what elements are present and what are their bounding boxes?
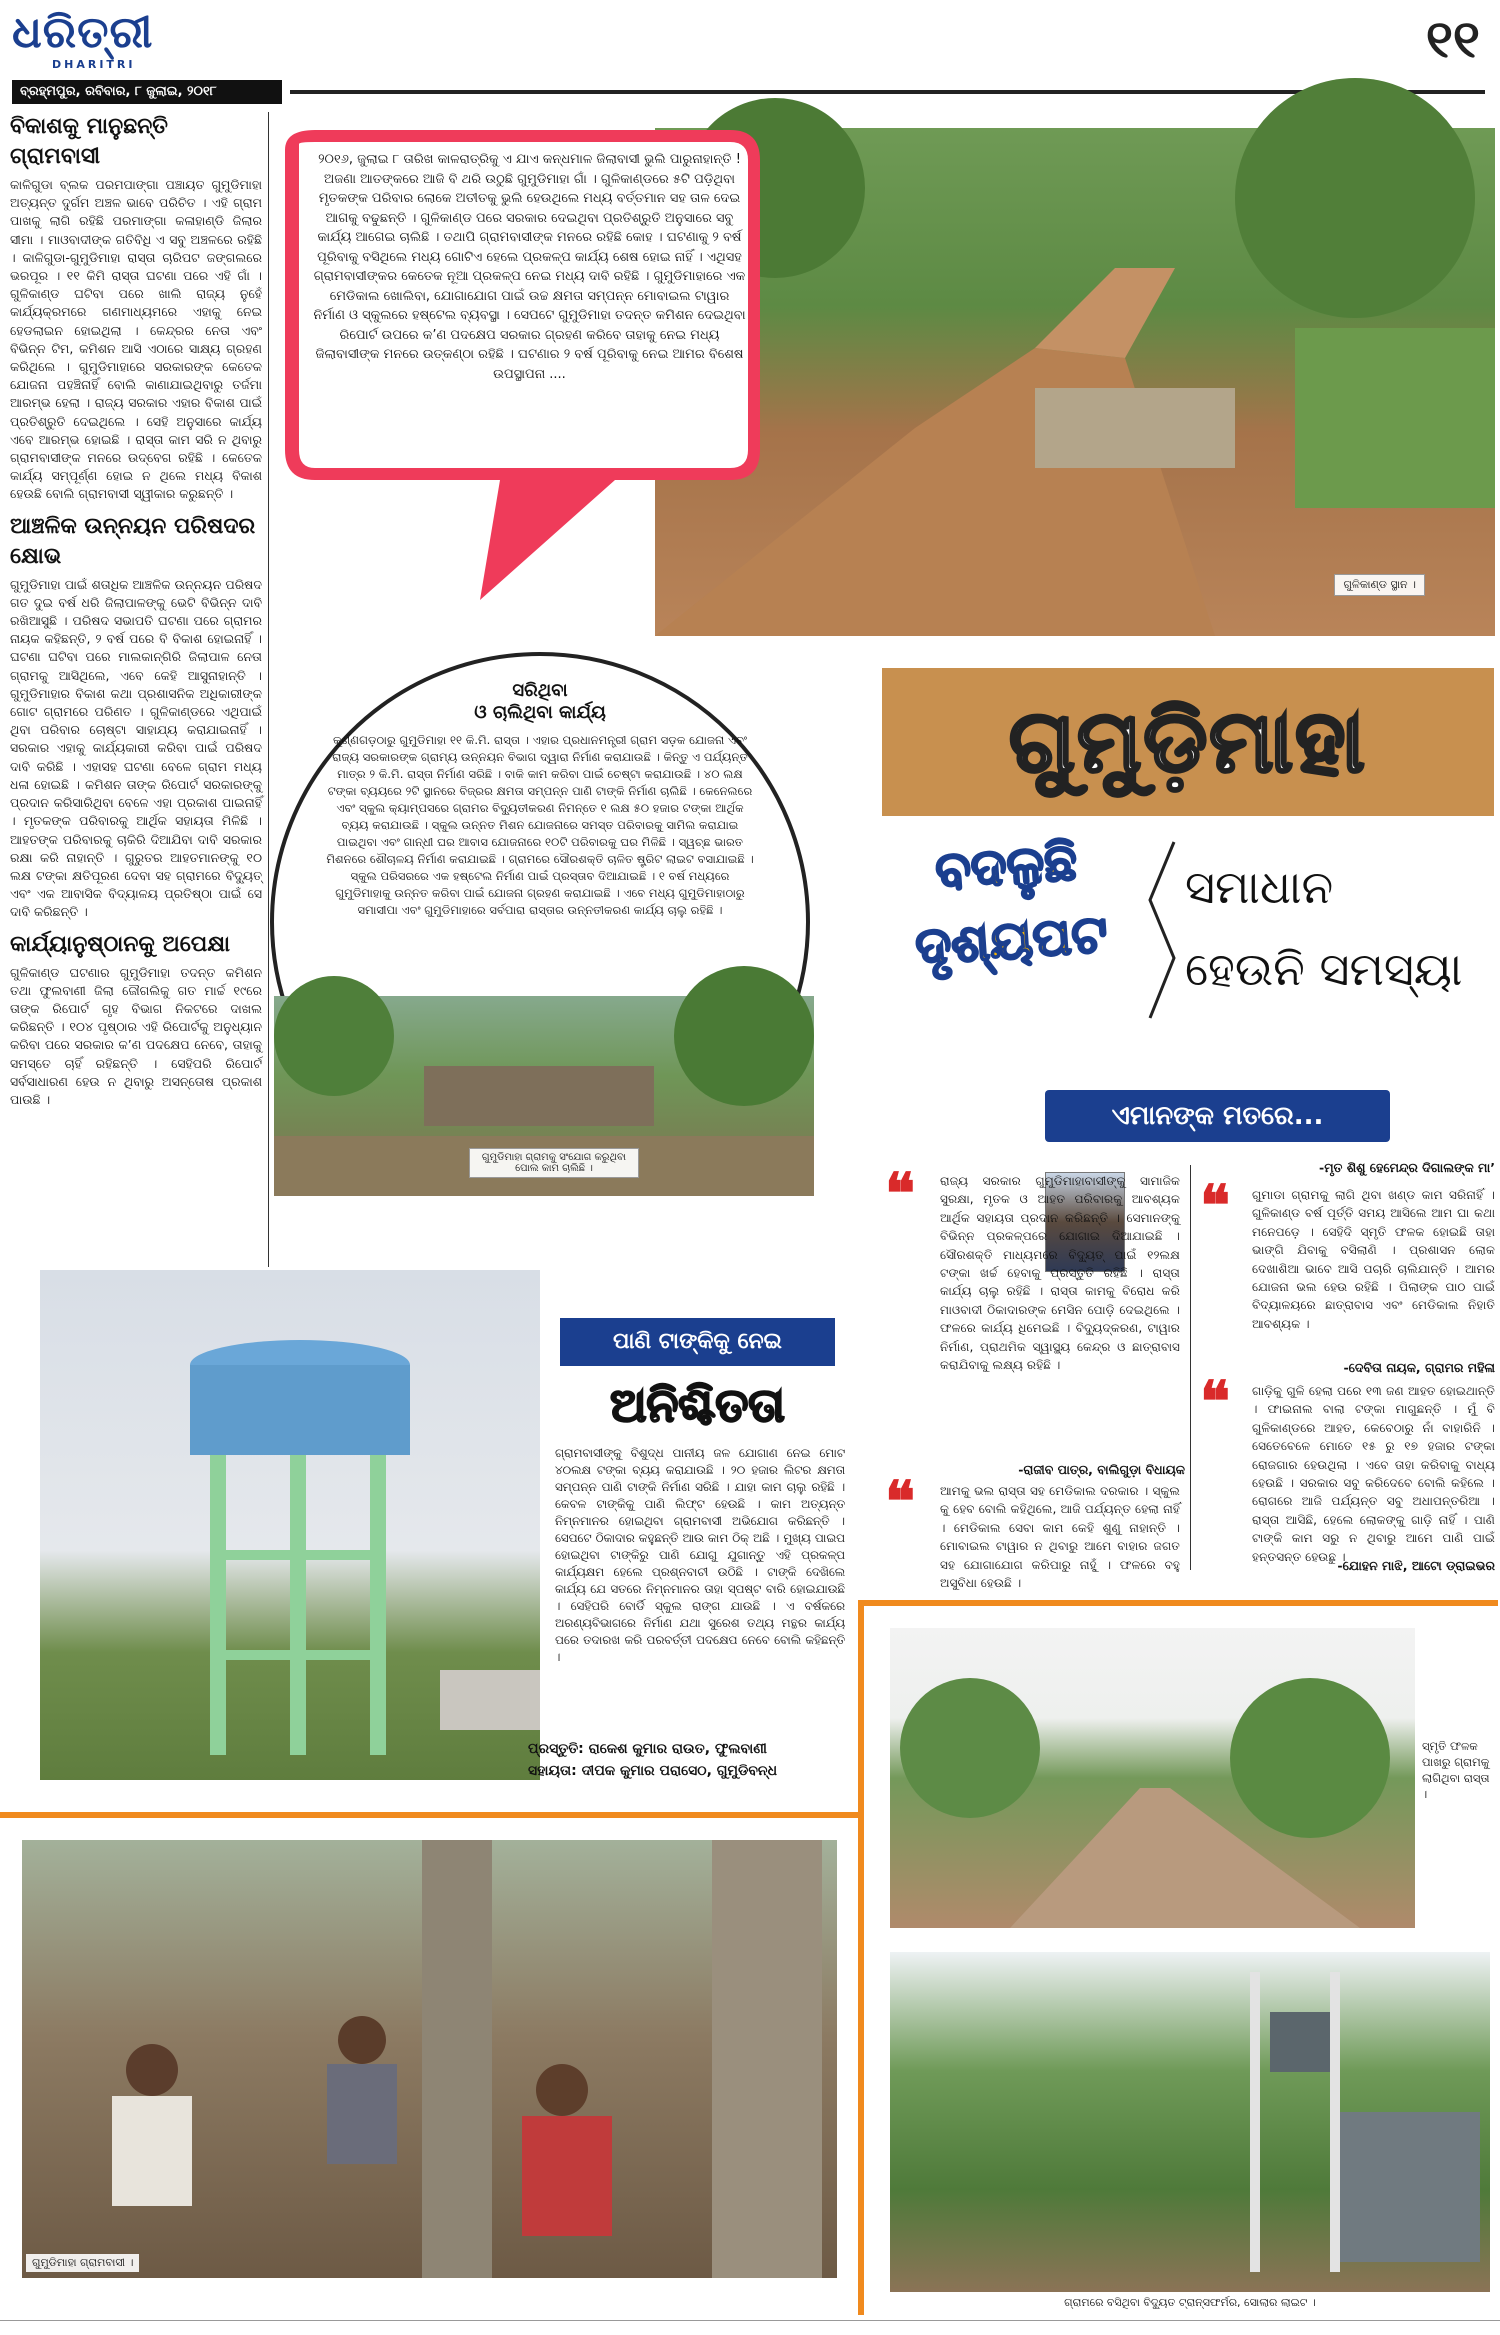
water-banner: ପାଣି ଟାଙ୍କିକୁ ନେଇ xyxy=(560,1318,835,1366)
bridge-pillars xyxy=(424,1066,654,1126)
section1-body: କାଳିଗୁଡା ବ୍ଲକ ପରମପାଙ୍ଗା ପଞ୍ଚାୟତ ଗୁମୁଡିମାହା ଅତ୍ୟନ୍ତ ଦୁର୍ଗମ ଅଞ୍ଚଳ ଭାବେ ପରିଚିତ । ଏହି ଗ୍ରାମ ପାଖକୁ ଲାଗି ରହିଛି ପରମାଙ୍ଗା କଳାହାଣ୍ଡି ଜିଲାର ସୀମା । ମାଓବାଦୀଙ୍କ ଗତିବିଧି ଏ ସବୁ ଅଞ୍ଚଳରେ ରହିଛି । କାଳିଗୁଡା-ଗୁମୁଡିମାହା ରାସ୍ତା ଚାରିପଟ ଜଙ୍ଗଲରେ ଭରପୂର । ୧୧ କିମି ରାସ୍ତା ଘଟଣା ପରେ ଏହି ଗାଁ । ଗୁଳିକାଣ୍ଡ ଘଟିବା ପରେ ଖାଲି ରାଜ୍ୟ ନୁହେଁ କାର୍ଯ୍ୟକ୍ରମରେ ଗଣମାଧ୍ୟମରେ ଏହାକୁ ନେଇ ହେଡଲାଇନ ହୋଇଥିଲା । କେନ୍ଦ୍ରର ନେତା ଏବଂ ବିଭିନ୍ନ ଟିମ, କମିଶନ ଆସି ଏଠାରେ ସାକ୍ଷ୍ୟ ଗ୍ରହଣ କରିଥିଲେ । ଗୁମୁଡିମାହାରେ ସରକାରଙ୍କ କେତେକ ଯୋଜନା ପହଞ୍ଚିନାହିଁ ବୋଲି କାଣାଯାଇଥିବାରୁ ତର୍ଜମା ଆରମ୍ଭ ହେଲା । ରାଜ୍ୟ ସରକାର ଏହାର ବିକାଶ ପାଇଁ ପ୍ରତିଶ୍ରୁତି ଦେଇଥିଲେ । ସେହି ଅନୁସାରେ କାର୍ଯ୍ୟ ଏବେ ଆରମ୍ଭ ହୋଇଛି । ରାସ୍ତା କାମ ସରି ନ ଥିବାରୁ ଗ୍ରାମବାସୀଙ୍କ ମନରେ ଉଦ୍‌ବେଗ ରହିଛି । କେତେକ କାର୍ଯ୍ୟ ସମ୍ପୂର୍ଣ୍ଣ ହୋଇ ନ ଥିଲେ ମଧ୍ୟ ବିକାଶ ହେଉଛି ବୋଲି ଗ୍ରାମବାସୀ ସ୍ୱୀକାର କରୁଛନ୍ତି । xyxy=(10,177,262,502)
circle-title-line2: ଓ ଚାଲିଥିବା କାର୍ଯ୍ୟ xyxy=(474,702,606,723)
tree-right xyxy=(1235,78,1475,318)
main-title: ଗୁମୁଡ଼ିମାହା xyxy=(1009,692,1367,792)
section1-heading: ବିକାଶକୁ ମାନୁଛନ୍ତି ଗ୍ରାମବାସୀ xyxy=(10,114,168,169)
opinion-right-text1: ଗୁମାଡା ଗ୍ରାମକୁ ଲାଗି ଥିବା ଖଣ୍ଡ କାମ ସରିନାହିଁ । ଗୁଳିକାଣ୍ଡ ବର୍ଷ ପୂର୍ତ୍ତି ସମୟ ଆସିଲେ ଆମ ଘା କଥା ମନେପଡ଼େ । ସେହିଦି ସ୍ମୃତି ଫଳକ ହୋଇଛି ତାହା ଭାଙ୍ଗି ଯିବାକୁ ବସିଲାଣି । ପ୍ରଶାସନ ଲୋକ ଦେଖାଶିଆ ଭାବେ ଆସି ପଚାରି ଚାଲିଯାନ୍ତି । ଆମର ଯୋଜନା ଭଲ ହେଉ ରହିଛି । ପିଲାଙ୍କ ପାଠ ପାଇଁ ବିଦ୍ୟାଳୟରେ ଛାତ୍ରାବାସ ଏବଂ ମେଡିକାଲ ନିହାତି ଆବଶ୍ୟକ । xyxy=(1252,1188,1495,1331)
credit-assisted: ସହାୟତା: ଦୀପକ କୁମାର ପରାସେଠ, ଗୁମୁଡିବନ୍ଧ xyxy=(528,1763,778,1779)
badge-line2: ଦୃଶ୍ୟପଟ xyxy=(913,904,1110,978)
circle-text: କୁର୍ଣ୍ଣଗଡ଼ଠାରୁ ଗୁମୁଡିମାହା ୧୧ କି.ମି. ରାସ୍ତା । ଏହାର ପ୍ରଧାନମନ୍ତ୍ରୀ ଗ୍ରାମ ସଡ଼କ ଯୋଜନା ଏବଂ ରାଜ୍ୟ ସରକାରଙ୍କ ଗ୍ରାମ୍ୟ ଉନ୍ନୟନ ବିଭାଗ ଦ୍ୱାରା ନିର୍ମାଣ କରାଯାଉଛି । କିନ୍ତୁ ଏ ପର୍ଯ୍ୟନ୍ତ ମାତ୍ର ୨ କି.ମି. ରାସ୍ତା ନିର୍ମାଣ ସରିଛି । ବାକି କାମ କରିବା ପାଇଁ ଚେଷ୍ଟା କରାଯାଉଛି । ୪୦ ଲକ୍ଷ ଟଙ୍କା ବ୍ୟୟରେ ୨ଟି ସ୍ଥାନରେ ବିଜ୍ରର କ୍ଷମତା ସମ୍ପନ୍ନ ପାଣି ଟାଙ୍କି ନିର୍ମାଣ ଚାଲିଛି । କେନେଲରେ ଏବଂ ସ୍କୁଲ କ୍ୟାମ୍ପସରେ ଗ୍ରାମର ବିଦ୍ୟୁତୀକରଣ ନିମନ୍ତେ ୧ ଲକ୍ଷ ୫୦ ହଜାର ଟଙ୍କା ଆର୍ଥିକ ବ୍ୟୟ କରାଯାଉଛି । ସ୍କୁଲ ଉନ୍ନତ ମିଶନ ଯୋଜନାରେ ସମସ୍ତ ପରିବାରକୁ ସାମିଲ କରାଯାଇ ପାଇଥିବା ଏବଂ ଗାନ୍ଧୀ ଘର ଆବାସ ଯୋଜନାରେ ୧୦ଟି ପରିବାରକୁ ଘର ମିଳିଛି । ସ୍ୱଚ୍ଛ ଭାରତ ମିଶନରେ ଶୌଚାଳୟ ନିର୍ମାଣ କରାଯାଇଛି । ଗ୍ରାମରେ ସୌରଶକ୍ତି ଚାଳିତ ଷ୍ଟ୍ରିଟ ଲାଇଟ ବସାଯାଇଛି । ସ୍କୁଲ ପରିସରରେ ଏକ ହଷ୍ଟେଲ ନିର୍ମାଣ ପାଇଁ ପ୍ରସ୍ତାବ ଦିଆଯାଇଛି । ୧ ବର୍ଷ ମଧ୍ୟରେ ଗୁମୁଡିମାହାକୁ ଉନ୍ନତ କରିବା ପାଇଁ ଯୋଜନା ଗ୍ରହଣ କରାଯାଇଛି । ଏବେ ମଧ୍ୟ ଗୁମୁଡିମାହାଠାରୁ ସମାସୀପା ଏବଂ ଗୁମୁଡିମାହାରେ ସର୍ବପାରା ରାସ୍ତାର ଉନ୍ନତୀକରଣ କାର୍ଯ୍ୟ ଚାଲୁ ରହିଛି । xyxy=(326,733,754,917)
quote-icon: ❝ xyxy=(885,1161,916,1227)
water-tank-photo xyxy=(40,1270,540,1780)
dateline: ବ୍ରହ୍ମପୁର, ରବିବାର, ୮ ଜୁଲାଇ, ୨୦୧୮ xyxy=(12,80,282,104)
pole xyxy=(1330,1972,1340,2272)
person xyxy=(126,2044,178,2096)
bracket-mark xyxy=(1140,840,1180,1020)
electric-photo xyxy=(890,1952,1490,2309)
water-headline: ଅନିଶ୍ଚିତତା xyxy=(610,1378,785,1432)
top-photo-caption: ଗୁଳିକାଣ୍ଡ ସ୍ଥାନ । xyxy=(1334,574,1425,596)
road-right-photo xyxy=(890,1628,1415,1928)
intro-text: ୨୦୧୬, ଜୁଲାଇ ୮ ତାରିଖ କାଳରାତ୍ରିକୁ ଏ ଯାଏ କନ୍ଧମାଳ ଜିଲାବାସୀ ଭୁଲି ପାରୁନାହାନ୍ତି ! ଅଜଣା ଆତଙ୍କରେ ଆଜି ବି ଥରି ଉଠୁଛି ଗୁମୁଡିମାହା ଗାଁ । ଗୁଳିକାଣ୍ଡରେ ୫ଟି ପଡ଼ିଥିବା ମୃତକଙ୍କ ପରିବାର ଲୋକେ ଅତୀତକୁ ଭୁଲି ହେଉଥିଲେ ମଧ୍ୟ ବର୍ତ୍ତମାନ ସହ ତାଳ ଦେଇ ଆଗକୁ ବଢୁଛନ୍ତି । ଗୁଳିକାଣ୍ଡ ପରେ ସରକାର ଦେଇଥିବା ପ୍ରତିଶ୍ରୁତି ଅନୁସାରେ ସବୁ କାର୍ଯ୍ୟ ଆଗେଇ ଚାଲିଛି । ତଥାପି ଗ୍ରାମବାସୀଙ୍କ ମନରେ ରହିଛି କୋହ । ଘଟଣାକୁ ୨ ବର୍ଷ ପୂରିବାକୁ ବସିଥିଲେ ମଧ୍ୟ ଗୋଟିଏ ହେଲେ ପ୍ରକଳ୍ପ କାର୍ଯ୍ୟ ଶେଷ ହୋଇ ନାହିଁ । ଏଥିସହ ଗ୍ରାମବାସୀଙ୍କର କେତେକ ନୂଆ ପ୍ରକଳ୍ପ ନେଇ ମଧ୍ୟ ଦାବି ରହିଛି । ଗୁମୁଡିମାହାରେ ଏକ ମେଡିକାଲ ଖୋଲିବା, ଯୋଗାଯୋଗ ପାଇଁ ଉଚ୍ଚ କ୍ଷମତା ସମ୍ପନ୍ନ ମୋବାଇଲ ଟାୱାର ନିର୍ମାଣ ଓ ସ୍କୁଲରେ ହଷ୍ଟେଲ ବ୍ୟବସ୍ଥା । ସେପଟେ ଗୁମୁଡିମାହା ତଦନ୍ତ କମିଶନ ଦେଇଥିବା ରିପୋର୍ଟ ଉପରେ କ’ଣ ପଦକ୍ଷେପ ସରକାର ଗ୍ରହଣ କରିବେ ତାହାକୁ ନେଇ ମଧ୍ୟ ଜିଲାବାସୀଙ୍କ ମନରେ ଉତ୍କଣ୍ଠା ରହିଛି । ଘଟଣାର ୨ ବର୍ଷ ପୂରିବାକୁ ନେଇ ଆମର ବିଶେଷ ଉପସ୍ଥାପନା .... xyxy=(313,152,746,382)
road-photo xyxy=(655,128,1495,636)
water-tank-art xyxy=(40,1270,540,1780)
road-photo-art xyxy=(655,128,1495,636)
quote-icon: ❝ xyxy=(1200,1173,1231,1239)
quote-icon: ❝ xyxy=(885,1469,916,1535)
road-right-art xyxy=(890,1628,1415,1928)
section2-body: ଗୁମୁଡିମାହା ପାଇଁ ଶତାଧିକ ଆଞ୍ଚଳିକ ଉନ୍ନୟନ ପରିଷଦ ଗତ ଦୁଇ ବର୍ଷ ଧରି ଜିଲାପାଳଙ୍କୁ ଭେଟି ବିଭିନ୍ନ ଦାବି ରଖିଆସୁଛି । ପରିଷଦ ସଭାପତି ଘଟଣା ପରେ ଗ୍ରାମର ନାୟକ କହିଛନ୍ତି, ୨ ବର୍ଷ ପରେ ବି ବିକାଶ ହୋଇନାହିଁ । ଘଟଣା ଘଟିବା ପରେ ମାଲକାନ୍‌ଗିରି ଜିଲାପାଳ ନେତା ଗ୍ରାମକୁ ଆସିଥିଲେ, ଏବେ କେହି ଆସୁନାହାନ୍ତି । ଗୁମୁଡିମାହାର ବିକାଶ କଥା ପ୍ରଶାସନିକ ଅଧିକାରୀଙ୍କ ଗୋଟ ଗ୍ରାମରେ ପରିଣତ । ଗୁଳିକାଣ୍ଡରେ ଏଥିପାଇଁ ଥିବା ପରିବାର ଚୋଷ୍ଟା ସାହାଯ୍ୟ କରାଯାଇନାହିଁ । ସରକାର ଏହାକୁ କାର୍ଯ୍ୟକାରୀ କରିବା ପାଇଁ ପରିଷଦ ଦାବି କରିଛି । ଏହାସହ ଘଟଣା ବେଳେ ଗ୍ରାମ ମଧ୍ୟ ଧଳା ହୋଇଛି । କମିଶନ ତାଙ୍କ ରିପୋର୍ଟ ସରକାରଙ୍କୁ ପ୍ରଦାନ କରିସାରିଥିବା ବେଳେ ଏହା ପ୍ରକାଶ ପାଇନାହିଁ । ମୃତକଙ୍କ ପରିବାରକୁ ଆର୍ଥିକ ସହାୟତା ମିଳିଛି । ଆହତଙ୍କ ପରିବାରକୁ ଚାକିରି ଦିଆଯିବା ଦାବି ସରକାର ରକ୍ଷା କରି ନାହାନ୍ତି । ଗୁରୁତର ଆହତମାନଙ୍କୁ ୧୦ ଲକ୍ଷ ଟଙ୍କା କ୍ଷତିପୂରଣ ଦେବା ସହ ଗ୍ରାମରେ ବିଦ୍ୟୁତ୍‌ ଏବଂ ଏକ ଆବାସିକ ବିଦ୍ୟାଳୟ ପ୍ରତିଷ୍ଠା ପାଇଁ ସେ ଦାବି କରିଛନ୍ତି । xyxy=(10,576,262,920)
person xyxy=(338,2016,386,2064)
badge-line1: ବଦଳୁଛି xyxy=(933,832,1080,903)
road-right-caption: ସ୍ମୃତି ଫଳକ ପାଖରୁ ଗ୍ରାମକୁ ଲାଗିଥିବା ରାସ୍ତା । xyxy=(1422,1739,1490,1801)
electric-art xyxy=(890,1952,1490,2292)
left-column xyxy=(10,112,262,1272)
logo-subtext: DHARITRI xyxy=(52,58,136,71)
masthead-logo xyxy=(12,8,242,78)
villagers-caption: ଗୁମୁଡିମାହା ଗ୍ରାମବାସୀ । xyxy=(26,2254,139,2272)
sub-line2: ହେଉନି ସମସ୍ୟା xyxy=(1185,942,1463,996)
tank-leg xyxy=(370,1455,386,1755)
subtitle-right xyxy=(1185,846,1485,1016)
water-text: ଗ୍ରାମବାସୀଙ୍କୁ ବିଶୁଦ୍ଧ ପାନୀୟ ଜଳ ଯୋଗାଣ ନେଇ ମୋଟ ୪୦ଲକ୍ଷ ଟଙ୍କା ବ୍ୟୟ କରାଯାଉଛି । ୨୦ ହଜାର ଲିଟର କ୍ଷମତା ସମ୍ପନ୍ନ ପାଣି ଟାଙ୍କି ନିର୍ମାଣ ସରିଛି । ଯାହା କାମ ଚାଲୁ ରହିଛି । କେବଳ ଟାଙ୍କିକୁ ପାଣି ଲିଫ୍ଟ ହେଉଛି । କାମ ଅତ୍ୟନ୍ତ ନିମ୍ନମାନର ହୋଇଥିବା ଗ୍ରାମବାସୀ ଅଭିଯୋଗ କରିଛନ୍ତି । ସେପଟେ ଠିକାଦାର କହୁଛନ୍ତି ଆଉ କାମ ଠିକ୍‌ ଅଛି । ମୁଖ୍ୟ ପାଇପ ହୋଇଥିବା ଟାଙ୍କିରୁ ପାଣି ଯୋଗୁ ଯୁଗାନ୍ତୁ ଏହି ପ୍ରକଳ୍ପ କାର୍ଯ୍ୟକ୍ଷମ ହେଲେ ପ୍ରଶ୍ନବାଚୀ ଉଠିଛି । ଟାଙ୍କି ଦେଖିଲେ କାର୍ଯ୍ୟ ଯେ ସତରେ ନିମ୍ନମାନର ତାହା ସ୍ପଷ୍ଟ ବାରି ହୋଇଯାଉଛି । ସେହିପରି ବୋର୍ଡି ସ୍କୁଲ ରାଙ୍ଗ ଯାଉଛି । ଏ ବର୍ଷକରେ ଅରଣ୍ୟବିଭାଗରେ ନିର୍ମାଣ ଯଥା ସୁରେଶ ତଥ୍ୟ ମନ୍ଥର କାର୍ଯ୍ୟ ପରେ ତଦାରଖ କରି ପରବର୍ତ୍ତୀ ପଦକ୍ଷେପ ନେବେ ବୋଲି କହିଛନ୍ତି । xyxy=(555,1446,845,1664)
opinions-banner: ଏମାନଙ୍କ ମତରେ... xyxy=(1045,1090,1390,1142)
quote-icon: ❝ xyxy=(1200,1369,1231,1435)
opinion-right-sig2: -ଦେବିତା ନାୟକ, ଗ୍ରାମର ମହିଳା xyxy=(1343,1360,1495,1375)
section3-heading: କାର୍ଯ୍ୟାନୁଷ୍ଠାନକୁ ଅପେକ୍ଷା xyxy=(10,931,231,957)
opinion-right xyxy=(1200,1160,1495,1590)
bridge-photo xyxy=(274,996,814,1196)
tank-brace xyxy=(210,1550,386,1560)
building xyxy=(440,1670,540,1730)
circle-title-line1: ସରିଥିବା xyxy=(512,680,568,701)
villagers-art xyxy=(22,1840,837,2278)
tank-body xyxy=(190,1365,410,1455)
tree-trunk xyxy=(422,1840,492,2278)
subtitle-badge xyxy=(874,821,1146,1019)
orange-rule-top xyxy=(858,1600,1498,1606)
transformer-top xyxy=(1270,2012,1330,2072)
opinion-left xyxy=(885,1160,1185,1591)
pole xyxy=(1250,1972,1260,2272)
circle-box xyxy=(270,652,810,1192)
opinion-left-text2: ଆମକୁ ଭଲ ରାସ୍ତା ସହ ମେଡିକାଲ ଦରକାର । ସ୍କୁଲ କୁ ହେବ ବୋଲି କହିଥିଲେ, ଆଜି ପର୍ଯ୍ୟନ୍ତ ହେଲା ନାହିଁ । ମେଡିକାଲ ସେବା କାମ କେହି ଶୁଣୁ ନାହାନ୍ତି । ମୋବାଇଲ ଟାୱାର ନ ଥିବାରୁ ଆମେ ବାହାର ଜଗତ ସହ ଯୋଗାଯୋଗ କରିପାରୁ ନାହୁଁ । ଫଳରେ ବହୁ ଅସୁବିଧା ହେଉଛି । xyxy=(940,1484,1180,1591)
sub-line1: ସମାଧାନ xyxy=(1185,860,1334,914)
tree-right xyxy=(1230,1678,1390,1838)
circle-photo-caption: ଗୁମୁଡିମାହା ଗ୍ରାମକୁ ସଂଯୋଗ କରୁଥିବା ପୋଲ କାମ ଚାଲିଛି । xyxy=(469,1148,639,1178)
circle-title xyxy=(274,680,806,724)
tank-brace xyxy=(210,1650,386,1660)
opinion-right-text2: ଗାଡ଼ିକୁ ଗୁଳି ହେଲା ପରେ ୧୩ ଜଣ ଆହତ ହୋଇଥାନ୍ତି । ଫାଇନାଲ ବାଲା ଟଙ୍କା ମାଗୁଛନ୍ତି । ମୁଁ ବି ଗୁଳିକାଣ୍ଡରେ ଆହତ, କେବେଠାରୁ ନାଁ ବାହାରିନି । ସେତେବେଳେ ମୋତେ ୧୫ ରୁ ୧୭ ହଜାର ଟଙ୍କା ରୋଜଗାର ହେଉଥିଲା । ଏବେ ତାହା କରିବାକୁ ବାଧ୍ୟ ହେଉଛି । ସରକାର ସବୁ କରିଦେବେ ବୋଲି କହିଲେ । ରୋଗରେ ଆଜି ପର୍ଯ୍ୟନ୍ତ ସବୁ ଅଧାପନ୍ତରିଆ । ରାସ୍ତା ଆସିଛି, ହେଲେ ଲୋକଙ୍କୁ ଗାଡ଼ି ନାହିଁ । ପାଣି ଟାଙ୍କି କାମ ସରୁ ନ ଥିବାରୁ ଆମେ ପାଣି ପାଇଁ ହନ୍ତସନ୍ତ ହେଉଛୁ । xyxy=(1252,1384,1495,1564)
bushes xyxy=(1295,328,1495,508)
tree-left xyxy=(274,976,394,1096)
orange-rule-vertical xyxy=(858,1600,864,2315)
villagers-photo xyxy=(22,1840,837,2278)
person-body xyxy=(522,2116,612,2236)
title-banner xyxy=(882,668,1494,816)
tree-left xyxy=(900,1678,1040,1818)
logo-text: ଧରିତ୍ରୀ xyxy=(12,7,154,58)
credits xyxy=(528,1738,858,1782)
transformer xyxy=(1340,2112,1480,2262)
section2-heading: ଆଞ୍ଚଳିକ ଉନ୍ନୟନ ପରିଷଦର କ୍ଷୋଭ xyxy=(10,513,256,569)
tank-leg xyxy=(210,1455,226,1755)
opinion-left-sig: -ରାଜୀବ ପାତ୍ର, ବାଲିଗୁଡ଼ା ବିଧାୟକ xyxy=(1018,1462,1185,1477)
section3-body: ଗୁଳିକାଣ୍ଡ ଘଟଣାର ଗୁମୁଡିମାହା ତଦନ୍ତ କମିଶନ ତଥା ଫୁଲବାଣୀ ଜିଲା ଜୌଗଲିକୁ ଗତ ମାର୍ଚ୍ଚ ୧୯ରେ ତାଙ୍କ ରିପୋର୍ଟ ଗୃହ ବିଭାଗ ନିକଟରେ ଦାଖଲ କରିଛନ୍ତି । ୧୦୪ ପୃଷ୍ଠାର ଏହି ରିପୋର୍ଟକୁ ଅନୁଧ୍ୟାନ କରିବା ପରେ ସରକାର କ’ଣ ପଦକ୍ଷେପ ନେବେ, ତାହାକୁ ସମସ୍ତେ ଚାହିଁ ରହିଛନ୍ତି । ସେହିପରି ରିପୋର୍ଟ ସର୍ବସାଧାରଣ ହେଉ ନ ଥିବାରୁ ଅସନ୍ତୋଷ ପ୍ରକାଶ ପାଉଛି । xyxy=(10,964,262,1107)
tree-right xyxy=(674,966,814,1106)
opinion-rule xyxy=(1190,1165,1191,1570)
road-far xyxy=(1035,268,1175,358)
opinion-left-text: ରାଜ୍ୟ ସରକାର ଗୁମୁଡିମାହାବାସୀଙ୍କୁ ସାମାଜିକ ସୁରକ୍ଷା, ମୃତକ ଓ ଆହତ ପରିବାରକୁ ଆବଶ୍ୟକ ଆର୍ଥିକ ସହାୟତା ପ୍ରଦାନ କରିଛନ୍ତି । ସେମାନଙ୍କୁ ବିଭିନ୍ନ ପ୍ରକଳ୍ପରେ ଯୋଗାଇ ଦିଆଯାଇଛି । ସୌରଶକ୍ତି ମାଧ୍ୟମରେ ବିଦ୍ୟୁତ୍‌ ପାଇଁ ୧୨ଲକ୍ଷ ଟଙ୍କା ଖର୍ଚ୍ଚ ହେବାକୁ ପ୍ରସ୍ତୁତି ରହିଛି । ରାସ୍ତା କାର୍ଯ୍ୟ ଚାଲୁ ରହିଛି । ରାସ୍ତା କାମକୁ ବିରୋଧ କରି ମାଓବାଦୀ ଠିକାଦାରଙ୍କ ମେସିନ ପୋଡ଼ି ଦେଇଥିଲେ । ଫଳରେ କାର୍ଯ୍ୟ ଧିମେଇଛି । ବିଦ୍ୟୁଦ୍‌କରଣ, ଟାୱାର ନିର୍ମାଣ, ପ୍ରାଥମିକ ସ୍ୱାସ୍ଥ୍ୟ କେନ୍ଦ୍ର ଓ ଛାତ୍ରାବାସ କରାଯିବାକୁ ଲକ୍ଷ୍ୟ ରହିଛି । xyxy=(940,1174,1180,1373)
person xyxy=(536,2064,588,2116)
tree-trunk xyxy=(712,1840,822,2278)
culvert-wall xyxy=(1035,388,1235,468)
tank-leg xyxy=(290,1455,306,1755)
opinion-right-sig3: -ଯୋହନ ମାଝି, ଆଟୋ ଡ୍ରାଇଭର xyxy=(1337,1558,1495,1573)
credit-prepared: ପ୍ରସ୍ତୁତି: ରାକେଶ କୁମାର ରାଉତ, ଫୁଲବାଣୀ xyxy=(528,1741,767,1757)
person-body xyxy=(327,2064,397,2164)
electric-caption: ଗ୍ରାମରେ ବସିଥିବା ବିଦ୍ୟୁତ ଟ୍ରାନ୍ସଫର୍ମର, ସୋଲାର ଲାଇଟ । xyxy=(1064,2296,1316,2309)
person-body xyxy=(112,2096,192,2206)
orange-rule-middle xyxy=(0,1812,862,1818)
page-number: ୧୧ xyxy=(1425,10,1480,70)
opinion-right-sig1: -ମୃତ ଶିଶୁ ହେମେନ୍ଦ୍ର ଦିଗାଲଙ୍କ ମା’ xyxy=(1319,1160,1495,1175)
bottom-rule xyxy=(0,2320,1500,2321)
